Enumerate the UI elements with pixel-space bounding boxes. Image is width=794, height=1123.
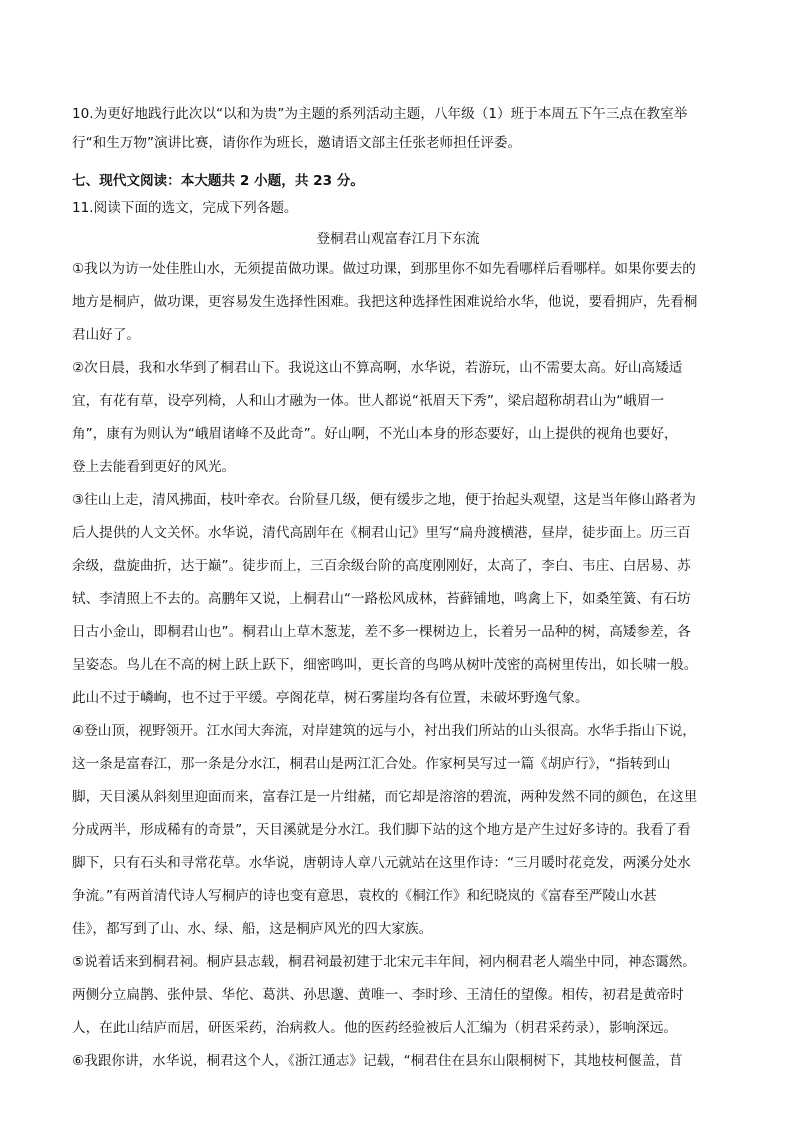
paragraph-5 [72,946,724,1045]
paragraph-line: 登上去能看到更好的风光。 [72,459,236,475]
paragraph-line: ④登山顶，视野领开。江水闰大奔流，对岸建筑的远与小，衬出我们所站的山头很高。水华手指山下说， [72,723,696,739]
paragraph-line: 这一条是富春江，那一条是分水江，桐君山是两江汇合处。作家柯昊写过一篇《胡庐行》，“指转到山 [72,756,671,772]
paragraph-line: 日古小金山，即桐君山也”。桐君山上草木葱茏，差不多一棵树边上，长着另一品种的树，高矮参差，各 [72,624,691,640]
paragraph-line: ⑥我跟你讲，水华说，桐君这个人，《浙江通志》记载，“桐君住在县东山限桐树下，其地枝柯偃盖，苜 [72,1053,683,1069]
paragraph-3 [72,484,724,715]
paragraph-line: 佳》，都写到了山、水、绿、船，这是桐庐风光的四大家族。 [72,921,433,937]
question-10-line-1: 10.为更好地践行此次以“以和为贵”为主题的系列活动主题，八年级（1）班于本周五下午三点在教室举 [72,106,688,122]
paragraph-line: 此山不过于嶙峋，也不过于平缓。亭阁花草，树石雾崖均各有位置，未破坏野逸气象。 [72,690,589,706]
paragraph-line: 角”，康有为则认为“峨眉诸峰不及此奇”。好山啊，不光山本身的形态要好，山上提供的视角也要好， [72,426,678,442]
paragraph-line: 后人提供的人文关怀。水华说，清代高剧年在《桐君山记》里写“扁舟渡横港，昼岸，徒步面上。历三百 [72,525,691,541]
paragraph-line: ③往山上走，清风拂面，枝叶牵衣。台阶昼几级，便有缓步之地，便于抬起头观望，这是当年修山路者为 [72,492,696,508]
paragraph-6 [72,1045,724,1078]
paragraph-line: 呈姿态。鸟儿在不高的树上跃上跃下，细密鸣叫，更长音的鸟鸣从树叶茂密的高树里传出，如长啸一般。 [72,657,698,673]
document-page [72,100,724,1078]
paragraph-line: 轼、李清照上不去的。高鹏年又说，上桐君山“一路松风成林，苔藓铺地，鸣禽上下，如桑笙簧、有石坊 [72,591,691,607]
paragraph-line: 地方是桐庐，做功课，更容易发生选择性困难。我把这种选择性困难说给水华，他说，要看拥庐，先看桐 [72,294,698,310]
paragraph-line: 两侧分立扁鹊、张仲景、华佗、葛洪、孙思邈、黄唯一、李时珍、王清任的望像。相传，初君是黄帝时 [72,987,684,1003]
paragraph-line: 脚下，只有石头和寻常花草。水华说，唐朝诗人章八元就站在这里作诗：“三月暖时花竞发，两溪分处水 [72,855,691,871]
paragraph-1 [72,253,724,352]
question-10-line-2: 行“和生万物”演讲比赛，请你作为班长，邀请语文部主任张老师担任评委。 [72,135,522,151]
question-11-intro: 11.阅读下面的选文，完成下列各题。 [72,200,298,216]
paragraph-line: 宜，有花有草，设亭列椅，人和山才融为一体。世人都说“祇眉天下秀”，梁启超称胡君山为“峨眉一 [72,393,665,409]
paragraph-line: 人，在此山结庐而居，研医采药，治病救人。他的医药经验被后人汇编为（枂君采药录），影响深远。 [72,1020,677,1036]
paragraph-line: 脚，天目溪从斜刻里迎面而来，富春江是一片绀赭，而它却是溶溶的碧流，两种发然不同的颜色，在这里 [72,789,698,805]
paragraph-2 [72,352,724,484]
paragraph-line: ⑤说着话来到桐君祠。桐庐县志载，桐君祠最初建于北宋元丰年间，祠内桐君老人端坐中同，神态霭然。 [72,954,696,970]
paragraph-line: ①我以为访一处佳胜山水，无须提苗做功课。做过功课，到那里你不如先看哪样后看哪样。如果你要去的 [72,261,696,277]
paragraph-line: 争流。”有两首清代诗人写桐庐的诗也变有意思，袁枚的《桐江作》和纪晓岚的《富春至严陵山水甚 [72,888,657,904]
paragraph-4 [72,715,724,946]
paragraph-line: 君山好了。 [72,327,140,343]
paragraph-line: 余级，盘旋曲折，达于巅”。徒步而上，三百余级台阶的高度刚刚好，太高了，李白、韦庄、白居易、苏 [72,558,691,574]
paragraph-line: 分成两半，形成稀有的奇景”，天目溪就是分水江。我们脚下站的这个地方是产生过好多诗的。我看了看 [72,822,691,838]
article-title: 登桐君山观富春江月下东流 [316,231,480,247]
section-7-heading: 七、现代文阅读：本大题共 2 小题，共 23 分。 [72,173,364,189]
paragraph-line: ②次日晨，我和水华到了桐君山下。我说这山不算高啊，水华说，若游玩，山不需要太高。好山高矮适 [72,360,683,376]
